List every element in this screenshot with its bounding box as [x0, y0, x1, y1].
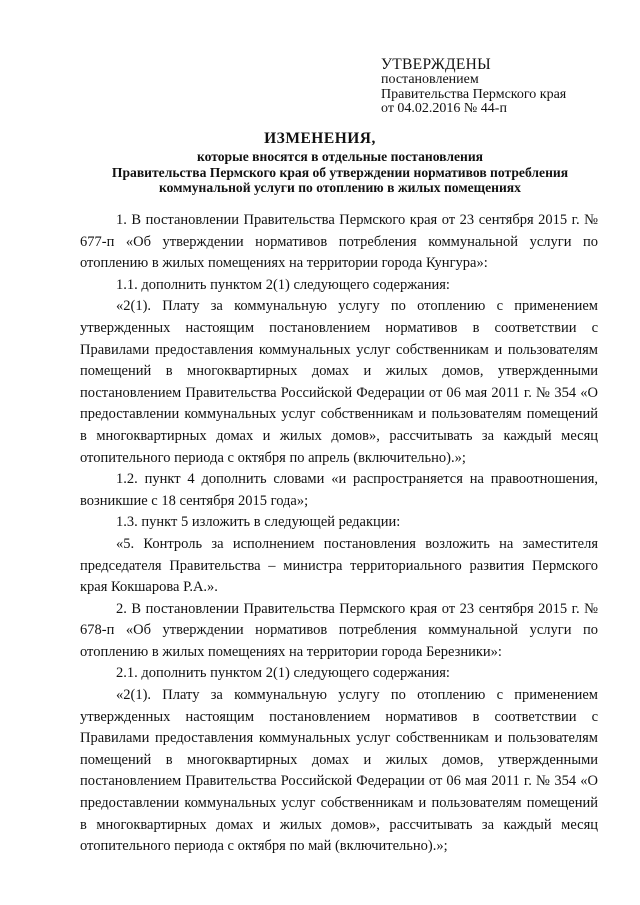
approval-stamp	[381, 56, 566, 117]
paragraph: 1.3. пункт 5 изложить в следующей редакции:	[116, 514, 401, 531]
subtitle-line: которые вносятся в отдельные постановления	[196, 149, 484, 164]
paragraph: 2.1. дополнить пунктом 2(1) следующего содержания:	[116, 665, 450, 682]
paragraph: 1. В постановлении Правительства Пермского края от 23 сентября 2015 г. № 677-п «Об утверждении нормативов потребления коммунальной услуги по отоплению в жилых помещениях на территории города Кунгура»:	[80, 212, 598, 272]
subtitle-line: коммунальной услуги по отоплению в жилых помещениях	[159, 180, 521, 195]
paragraph: 2. В постановлении Правительства Пермского края от 23 сентября 2015 г. № 678-п «Об утверждении нормативов потребления коммунальной услуги по отоплению в жилых помещениях на территории города Березники»:	[80, 600, 598, 660]
paragraph: «5. Контроль за исполнением постановления возложить на заместителя председателя Правительства – министра территориального развития Пермского края Кокшарова Р.А.».	[80, 535, 598, 596]
paragraph: «2(1). Плату за коммунальную услугу по отоплению с применением утвержденных настоящим постановлением нормативов в соответствии с Правилами предоставления коммунальных услуг собственникам и пользователям помещений в многоквартирных домах и жилых домов, утвержденными постановлением Правительства Российской Федерации от 06 мая 2011 г. № 354 «О предоставлении коммунальных услуг собственникам и пользователям помещений в многоквартирных домах и жилых домов», рассчитывать за каждый месяц отопительного периода с октября по май (включительно).»;	[80, 687, 598, 855]
paragraph: 1.1. дополнить пунктом 2(1) следующего содержания:	[116, 276, 450, 293]
approval-line: постановлением	[381, 72, 479, 87]
approval-heading: УТВЕРЖДЕНЫ	[381, 56, 491, 73]
approval-line: Правительства Пермского края	[381, 86, 567, 102]
paragraph: 1.2. пункт 4 дополнить словами «и распространяется на правоотношения, возникшие с 18 сентября 2015 года»;	[80, 471, 598, 509]
document-body	[80, 210, 598, 858]
paragraph: «2(1). Плату за коммунальную услугу по отоплению с применением утвержденных настоящим постановлением нормативов в соответствии с Правилами предоставления коммунальных услуг собственникам и пользователям помещений в многоквартирных домах и жилых домов, утвержденными постановлением Правительства Российской Федерации от 06 мая 2011 г. № 354 «О предоставлении коммунальных услуг собственникам и пользователям помещений в многоквартирных домах и жилых домов», рассчитывать за каждый месяц отопительного периода с октября по апрель (включительно).»;	[80, 298, 598, 466]
document-subtitle	[80, 149, 600, 196]
document-title: ИЗМЕНЕНИЯ,	[264, 130, 376, 147]
subtitle-line: Правительства Пермского края об утверждении нормативов потребления	[111, 164, 569, 180]
approval-date: от 04.02.2016 № 44-п	[381, 101, 507, 116]
